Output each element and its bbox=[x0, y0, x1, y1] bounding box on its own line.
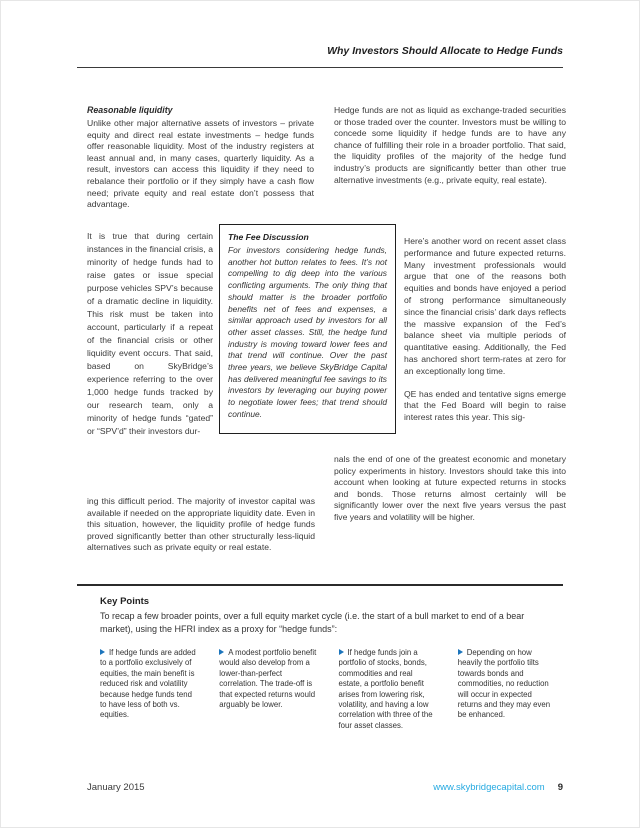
left-column-paragraph-2-narrow: It is true that during certain instances in the financial crisis, a minority of hedge funds had to raise gates or issue special purpose vehicles SPV’s because of a dramatic decline in liquidity. This risk must be taken into account, particularly if a repeat of the financial crisis or other liquidity event occurs. That said, based on SkyBridge’s experience referring to the over 1,000 hedge funds tracked by our research team, only a minority of hedge funds “gated” or “SPV’d” their investors dur- bbox=[87, 231, 213, 436]
key-points-heading: Key Points bbox=[100, 596, 150, 607]
footer-date: January 2015 bbox=[87, 782, 145, 793]
key-point-text: If hedge funds are added to a portfolio exclusively of equities, the main benefit is reduced risk and volatility because hedge funds tend to have less of both vs. equities. bbox=[100, 648, 196, 720]
key-points-intro: To recap a few broader points, over a full equity market cycle (i.e. the start of a bull market to end of a bear market), using the HFRI index as a proxy for “hedge funds”: bbox=[100, 611, 525, 634]
footer-website-link[interactable]: www.skybridgecapital.com bbox=[433, 782, 545, 793]
key-point-item-4 bbox=[458, 648, 556, 731]
arrow-right-icon bbox=[100, 649, 105, 655]
right-column-flow bbox=[334, 236, 566, 524]
right-column-paragraph-3-continuation: nals the end of one of the greatest economic and monetary policy experiments in history. Investors should take this into account when looking at future expected returns in stocks and bonds. Those returns almost certainly will be significantly lower over the next five years versus the past five years and volatility will be higher. bbox=[334, 454, 566, 522]
right-column-paragraph-2: Here’s another word on recent asset class performance and future expected returns. Many investment professionals would argue that one of the reasons both equities and bonds have enjoyed a period of strong performance simultaneously since the financial crisis’ dark days reflects the massive expansion of the Fed’s balance sheet via multiple periods of quantitative easing. Additionally, the Fed has anchored short term-rates at zero for an exceptionally long time. bbox=[404, 236, 566, 376]
footer-right bbox=[433, 782, 563, 793]
key-point-text: Depending on how heavily the portfolio tilts towards bonds and commodities, no reduction will occur in expected returns and they may even be enhanced. bbox=[457, 648, 551, 720]
right-column-paragraph-3-narrow: QE has ended and tentative signs emerge that the Fed Board will begin to raise interest rates this year. This sig- bbox=[404, 388, 566, 423]
footer-page-number: 9 bbox=[557, 782, 563, 793]
arrow-right-icon bbox=[458, 649, 463, 655]
key-points-rule bbox=[77, 584, 563, 586]
fee-box-title: The Fee Discussion bbox=[228, 232, 309, 242]
left-column-paragraph-1: Unlike other major alternative assets of investors – private equity and direct real estate investments – hedge funds offer reasonable liquidity. Most of the industry registers at least annual and, in many cases, quarterly liquidity. As a result, investors can access this liquidity if they need to rebalance their portfolio or if they simply have a cash flow need; private equity and real estate don’t possess that advantage. bbox=[87, 118, 314, 210]
header-rule bbox=[77, 67, 563, 68]
header-title: Why Investors Should Allocate to Hedge Funds bbox=[327, 45, 563, 57]
key-point-item-3 bbox=[339, 648, 437, 731]
key-points-bullet-row bbox=[100, 648, 556, 731]
key-point-item-1 bbox=[100, 648, 198, 731]
key-point-text: A modest portfolio benefit would also develop from a lower-than-perfect correlation. The trade-off is that expected returns would arguably be lower. bbox=[219, 648, 317, 710]
arrow-right-icon bbox=[339, 649, 344, 655]
key-point-item-2 bbox=[219, 648, 317, 731]
section-heading-reasonable-liquidity: Reasonable liquidity bbox=[87, 105, 173, 115]
key-point-text: If hedge funds join a portfolio of stocks, bonds, commodities and real estate, a portfolio benefit arises from lowering risk, volatility, and having a low correlation with three of the four asset classes. bbox=[338, 648, 433, 730]
fee-box-body: For investors considering hedge funds, another hot button relates to fees. It’s not compelling to dig deep into the various conflicting arguments. The only thing that should matter is the broader portfolio benefits net of fees and expenses, a similar approach used by investors for all other asset classes. Still, the hedge fund industry is moving toward lower fees and that trend will continue. Over the past three years, we believe SkyBridge Capital has delivered meaningful fee savings to its investors by leveraging our buying power to negotiate lower fees; that trend should continue. bbox=[228, 245, 387, 419]
right-column-narrow bbox=[404, 236, 566, 452]
right-column-paragraph-1: Hedge funds are not as liquid as exchange-traded securities or those traded over the counter. Investors must be willing to concede some liquidity if hedge funds are to have any chance of fulfilling their role in a broader portfolio. That said, the liquidity profiles of the majority of the hedge fund industry’s products are significantly better than other true alternative investments (e.g., private equity, real estate). bbox=[334, 105, 566, 185]
left-column-paragraph-2-continuation: ing this difficult period. The majority of investor capital was available if needed on the appropriate liquidity date. Even in this situation, however, the liquidity profile of hedge funds proved significantly better than other structurally less-liquid alternatives such as private equity or real estate. bbox=[87, 496, 315, 553]
arrow-right-icon bbox=[219, 649, 224, 655]
